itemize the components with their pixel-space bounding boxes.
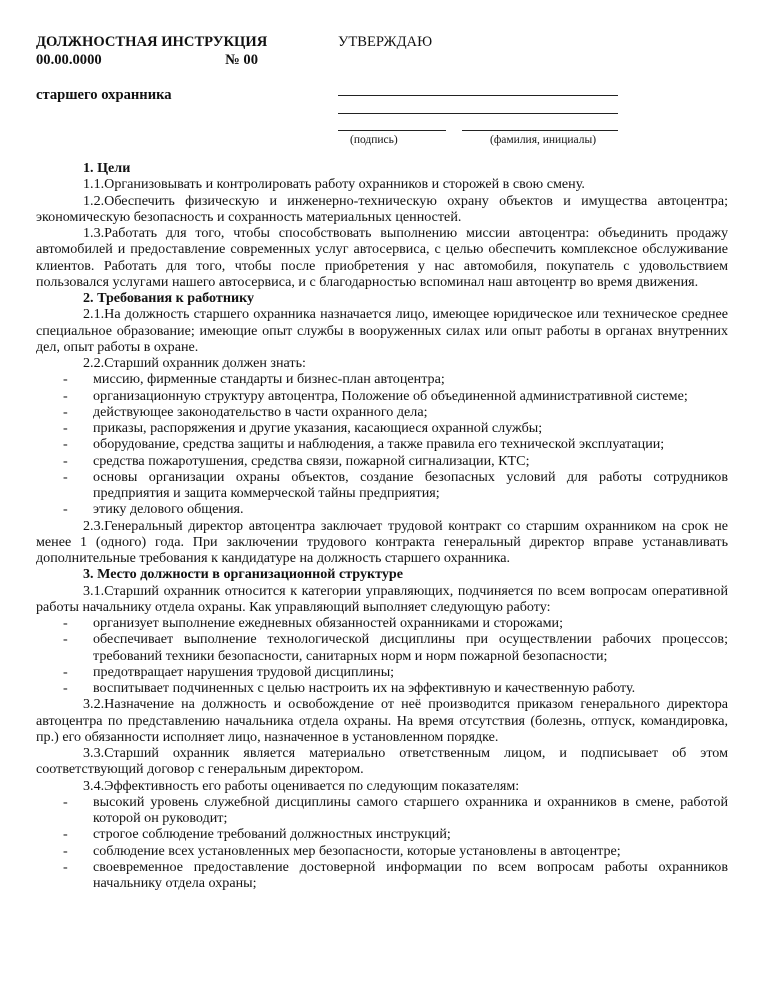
- document-date: 00.00.0000: [36, 52, 102, 68]
- list-dash: -: [63, 403, 68, 420]
- paragraph: 1.2.Обеспечить физическую и инженерно-техническую охрану объектов и имущества автоцентра; экономическую безопасность и сохранность материальных ценностей.: [36, 192, 728, 225]
- list-dash: -: [63, 663, 68, 680]
- section-heading: 2. Требования к работнику: [83, 290, 255, 306]
- document-date-number: [36, 51, 258, 69]
- list-item: [36, 469, 728, 502]
- list-item: [36, 453, 728, 469]
- list-item: [36, 436, 728, 452]
- approval-line-2: [338, 113, 618, 114]
- list-item-text: приказы, распоряжения и другие указания, касающиеся охранной службы;: [93, 420, 543, 436]
- list-dash: -: [63, 468, 68, 485]
- list-item: [36, 631, 728, 664]
- list-item: [36, 501, 728, 517]
- list-item-text: обеспечивает выполнение технологической дисциплины при осуществлении рабочих процессов; требований техники безопасности, санитарных норм и норм пожарной безопасности;: [93, 631, 728, 664]
- paragraph: 1.1.Организовывать и контролировать работу охранников и сторожей в свою смену.: [83, 176, 585, 193]
- list-item-text: организационную структуру автоцентра, Положение об объединенной административной системе;: [93, 387, 688, 404]
- list-dash: -: [63, 371, 68, 388]
- list-dash: -: [63, 631, 68, 648]
- list-item-text: строгое соблюдение требований должностных инструкций;: [93, 826, 451, 843]
- paragraph: 1.3.Работать для того, чтобы способствовать выполнению миссии автоцентра: объединить продажу автомобилей и предоставление современных услуг автосервиса, с целью обеспечить комплексное обслуживание клиентов. Работать для того, чтобы после приобретения у нас автомобиля, покупатель с удовольствием пользовался услугами нашего автосервиса, и с благодарностью вспоминал наш автоцентр во время движения.: [36, 225, 728, 290]
- paragraph: 3.3.Старший охранник является материально ответственным лицом, и подписывает об этом соответствующий договор с генеральным директором.: [36, 745, 728, 778]
- list-dash: -: [63, 387, 68, 404]
- paragraph: 3.4.Эффективность его работы оценивается по следующим показателям:: [83, 777, 520, 794]
- list-item: [36, 859, 728, 892]
- list-item-text: своевременное предоставление достоверной информации по всем вопросам работы охранников начальнику отдела охраны;: [93, 858, 728, 891]
- list-item-text: этику делового общения.: [93, 501, 244, 518]
- list-item: [36, 826, 728, 842]
- list-item: [36, 615, 728, 631]
- name-caption: (фамилия, инициалы): [490, 134, 597, 146]
- paragraph: 2.1.На должность старшего охранника назначается лицо, имеющее юридическое или техническое среднее специальное образование; имеющие опыт службы в вооруженных силах или опыт работы в органах внутренних дел, опыт работы в охране.: [36, 306, 728, 355]
- list-dash: -: [63, 452, 68, 469]
- list-item-text: действующее законодательство в части охранного дела;: [93, 403, 428, 420]
- list-dash: -: [63, 842, 68, 859]
- list-dash: -: [63, 436, 68, 453]
- name-line: [462, 130, 618, 131]
- list-dash: -: [63, 858, 68, 875]
- list-dash: -: [63, 615, 68, 631]
- list-item-text: соблюдение всех установленных мер безопасности, которые установлены в автоцентре;: [93, 842, 621, 859]
- list-item: [36, 843, 728, 859]
- list-dash: -: [63, 420, 68, 436]
- paragraph: 3.1.Старший охранник относится к категории управляющих, подчиняется по всем вопросам оперативной работы начальнику отдела охраны. Как управляющий выполняет следующую работу:: [36, 582, 728, 615]
- document-title: ДОЛЖНОСТНАЯ ИНСТРУКЦИЯ: [36, 34, 268, 50]
- paragraph: 2.3.Генеральный директор автоцентра заключает трудовой контракт со старшим охранником на срок не менее 1 (одного) года. При заключении трудового контракта генеральный директор вправе устанавливать дополнительные требования к кандидатуре на должность старшего охранника.: [36, 517, 728, 566]
- approval-block: [338, 33, 620, 51]
- document-body: [36, 160, 728, 891]
- approve-label: УТВЕРЖДАЮ: [338, 34, 433, 50]
- list-item-text: миссию, фирменные стандарты и бизнес-план автоцентра;: [93, 371, 445, 388]
- approval-line-1: [338, 95, 618, 96]
- list-item-text: предотвращает нарушения трудовой дисциплины;: [93, 663, 395, 680]
- list-item: [36, 680, 728, 696]
- position-title: старшего охранника: [36, 87, 172, 103]
- list-item-text: воспитывает подчиненных с целью настроить их на эффективную и качественную работу.: [93, 680, 636, 696]
- signature-line: [338, 130, 446, 131]
- list-item-text: высокий уровень служебной дисциплины самого старшего охранника и охранников в смене, работой которой он руководит;: [93, 793, 728, 826]
- signature-caption: (подпись): [350, 134, 398, 146]
- list-item: [36, 420, 728, 436]
- list-dash: -: [63, 826, 68, 843]
- list-item: [36, 664, 728, 680]
- document-header: [36, 33, 336, 104]
- paragraph: 2.2.Старший охранник должен знать:: [83, 355, 306, 371]
- document-number: № 00: [225, 52, 258, 68]
- list-item-text: организует выполнение ежедневных обязанностей охранниками и сторожами;: [93, 615, 563, 631]
- paragraph: 3.2.Назначение на должность и освобождение от неё производится приказом генерального директора автоцентра по представлению начальника отдела охраны. На время отсутствия (болезнь, отпуск, командировка, пр.) его обязанности исполняет лицо, назначенное в установленном порядке.: [36, 696, 728, 745]
- list-dash: -: [63, 793, 68, 810]
- list-dash: -: [63, 501, 68, 518]
- list-item-text: основы организации охраны объектов, создание безопасных условий для работы сотрудников предприятия и защита коммерческой тайны предприятия;: [93, 468, 728, 501]
- list-item: [36, 371, 728, 387]
- list-item: [36, 794, 728, 827]
- section-heading: 1. Цели: [83, 160, 131, 176]
- list-dash: -: [63, 680, 68, 696]
- list-item-text: оборудование, средства защиты и наблюдения, а также правила его технической эксплуатации;: [93, 436, 665, 453]
- section-heading: 3. Место должности в организационной структуре: [83, 566, 403, 583]
- list-item-text: средства пожаротушения, средства связи, пожарной сигнализации, КТС;: [93, 452, 530, 469]
- list-item: [36, 404, 728, 420]
- list-item: [36, 388, 728, 404]
